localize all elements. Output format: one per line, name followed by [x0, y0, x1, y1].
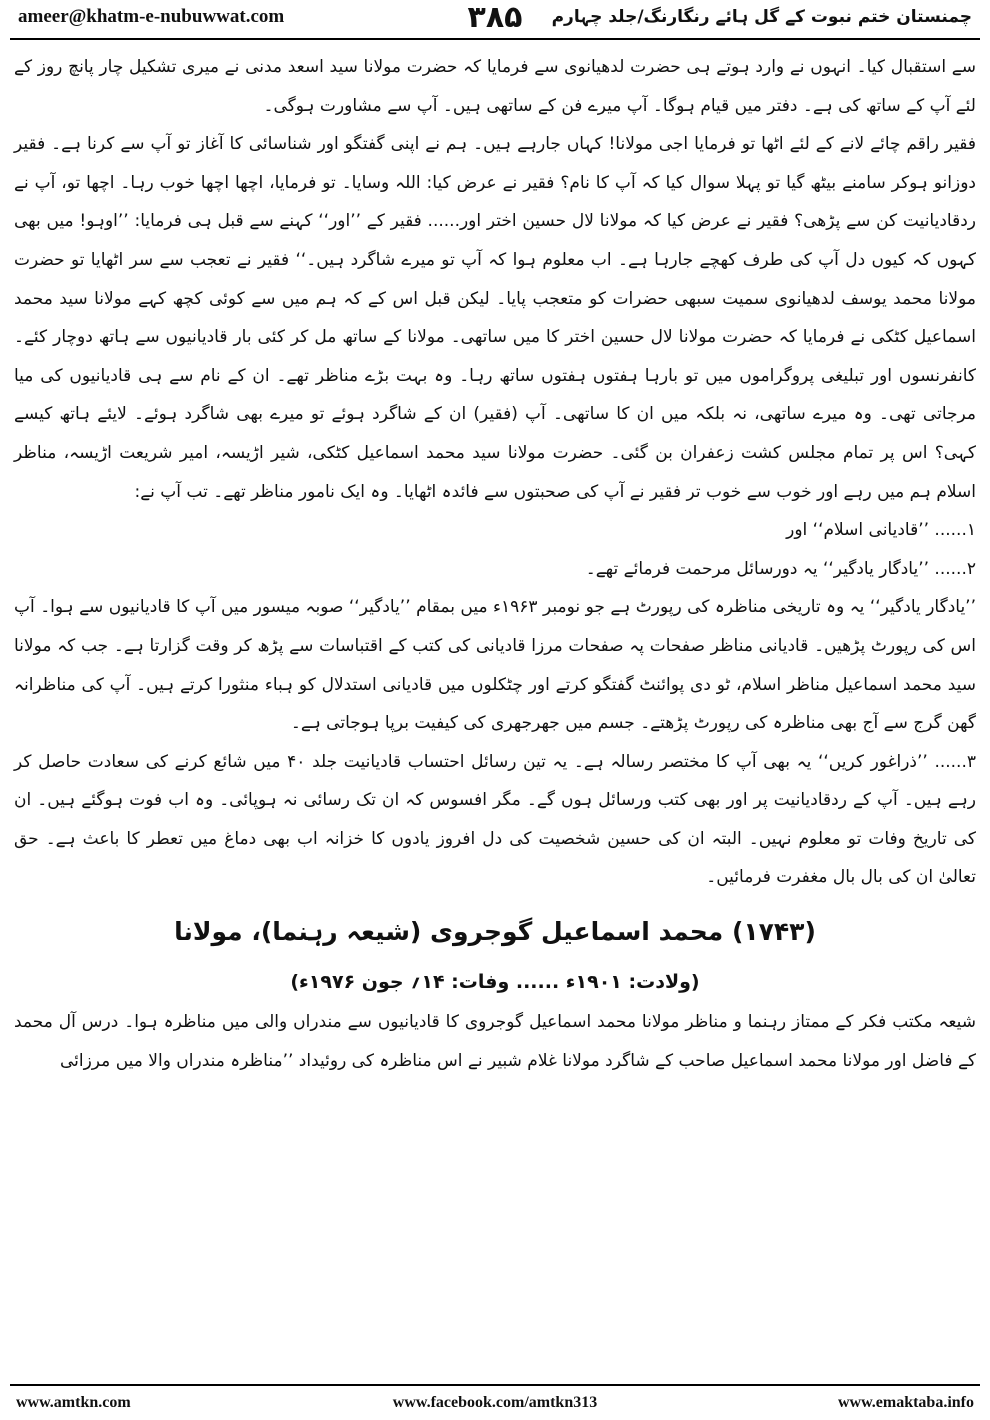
- paragraph-3: ’’یادگار یادگیر‘‘ یہ وہ تاریخی مناظرہ کی رپورٹ ہے جو نومبر ۱۹۶۳ء میں بمقام ’’یادگیر‘‘ صوبہ میسور میں آپ کا قادیانیوں سے ہوا۔ آپ اس کی رپورٹ پڑھیں۔ قادیانی مناظر صفحات پہ صفحات مرزا قادیانی کی کتب کے اقتباسات سے پڑھ کر وقت گزارتا ہے۔ جب کہ مولانا سید محمد اسماعیل مناظر اسلام، ٹو دی پوائنٹ گفتگو کرتے اور چٹکلوں میں قادیانی استدلال کو ہباء منثورا کرتے ہیں۔ آپ کی مناظرانہ گھن گرج سے آج بھی مناظرہ کی رپورٹ پڑھتے۔ جسم میں جھرجھری کی کیفیت برپا ہوجاتی ہے۔: [14, 597, 976, 734]
- paragraph-4: شیعہ مکتب فکر کے ممتاز رہنما و مناظر مولانا محمد اسماعیل گوجروی کا قادیانیوں سے مندراں والی میں مناظرہ ہوا۔ درس آل محمد کے فاضل اور مولانا محمد اسماعیل صاحب کے شاگرد مولانا غلام شبیر نے اس مناظرہ کی روئیداد ’’مناظرہ مندراں والا میں مرزائی: [14, 1012, 976, 1071]
- header-email[interactable]: ameer@khatm-e-nubuwwat.com: [18, 6, 285, 27]
- footer-link-emaktaba[interactable]: www.emaktaba.info: [837, 1394, 974, 1411]
- page-header: [10, 0, 980, 40]
- page-number: ۳۸۵: [467, 0, 523, 35]
- section-dates: (ولادت: ۱۹۰۱ء ...... وفات: ۱۴؍ جون ۱۹۷۶ء): [290, 971, 700, 994]
- book-title: چمنستان ختم نبوت کے گل ہائے رنگارنگ/جلد چہارم: [551, 7, 972, 27]
- page-body: [14, 48, 976, 1080]
- paragraph-2: فقیر راقم چائے لانے کے لئے اٹھا تو فرمایا اجی مولانا! کہاں جارہے ہیں۔ ہم نے اپنی گفتگو اور شناسائی کا آغاز تو آپ سے کرنا ہے۔ فقیر دوزانو ہوکر سامنے بیٹھ گیا تو پہلا سوال کیا کہ آپ کا نام؟ فقیر نے عرض کیا: اللہ وسایا۔ تو فرمایا، اچھا اچھا خوب رہا۔ اچھا تو، آپ نے ردقادیانیت کن سے پڑھی؟ فقیر نے عرض کیا کہ مولانا لال حسین اختر اور...... فقیر کے ’’اور‘‘ کہنے سے قبل ہی فرمایا: ’’اوہو! میں بھی کہوں کہ کیوں دل آپ کی طرف کھچے جارہا ہے۔ اب معلوم ہوا کہ آپ تو میرے شاگرد ہیں۔‘‘ فقیر نے تعجب سے سر اٹھایا تو حضرت مولانا محمد یوسف لدھیانوی سمیت سبھی حضرات کو متعجب پایا۔ لیکن قبل اس کے کہ ہم میں سے کوئی کچھ کہے مولانا سید محمد اسماعیل کٹکی نے فرمایا کہ حضرت مولانا لال حسین اختر کا میں ساتھی۔ مولانا کے ساتھ مل کر کئی بار قادیانیوں سے ہاتھ دوچار کئے۔ کانفرنسوں اور تبلیغی پروگراموں میں تو بارہا ہفتوں ہفتوں ساتھ رہا۔ وہ بہت بڑے مناظر تھے۔ ان کے نام سے ہی قادیانیوں کی میا مرجاتی تھی۔ وہ میرے ساتھی، نہ بلکہ میں ان کا ساتھی۔ آپ (فقیر) ان کے شاگرد ہوئے تو میرے بھی شاگرد ہوئے۔ لایئے ہاتھ کیسے کہی؟ اس پر تمام مجلس کشت زعفران بن گئی۔ حضرت مولانا سید محمد اسماعیل کٹکی، شیر اڑیسہ، امیر شریعت اڑیسہ، مناظر اسلام ہم میں رہے اور خوب سے خوب تر فقیر نے آپ کی صحبتوں سے فائدہ اٹھایا۔ وہ ایک نامور مناظر تھے۔ تب آپ نے:: [14, 134, 976, 502]
- list-item-2: ۲...... ’’یادگار یادگیر‘‘ یہ دورسائل مرحمت فرمائے تھے۔: [585, 558, 976, 579]
- footer-link-facebook[interactable]: www.facebook.com/amtkn313: [392, 1394, 598, 1411]
- paragraph-1: سے استقبال کیا۔ انہوں نے وارد ہوتے ہی حضرت لدھیانوی سے فرمایا کہ حضرت مولانا سید اسعد مدنی نے میری تشکیل چار پانچ روز کے لئے آپ کے ساتھ کی ہے۔ دفتر میں قیام ہوگا۔ آپ میرے فن کے ساتھی ہیں۔ آپ سے مشاورت ہوگی۔: [14, 57, 976, 116]
- footer-link-amtkn[interactable]: www.amtkn.com: [16, 1394, 131, 1411]
- page-footer: [10, 1384, 980, 1420]
- list-item-1: ۱...... ’’قادیانی اسلام‘‘ اور: [786, 520, 976, 541]
- list-item-3: ۳...... ’’ذراغور کریں‘‘ یہ بھی آپ کا مختصر رسالہ ہے۔ یہ تین رسائل احتساب قادیانیت جلد ۴۰ میں شائع کرنے کی سعادت حاصل کر رہے ہیں۔ آپ کے ردقادیانیت پر اور بھی کتب ورسائل ہوں گے۔ مگر افسوس کہ ان تک رسائی نہ ہوپائی۔ وہ اب فوت ہوگئے ہیں۔ ان کی تاریخ وفات تو معلوم نہیں۔ البتہ ان کی حسین شخصیت کی دل افروز یادوں کا خزانہ اب بھی دماغ میں تعطر کا باعث ہے۔ حق تعالیٰ ان کی بال بال مغفرت فرمائیں۔: [14, 751, 977, 888]
- section-heading: (۱۷۴۳) محمد اسماعیل گوجروی (شیعہ رہنما)، مولانا: [174, 917, 816, 947]
